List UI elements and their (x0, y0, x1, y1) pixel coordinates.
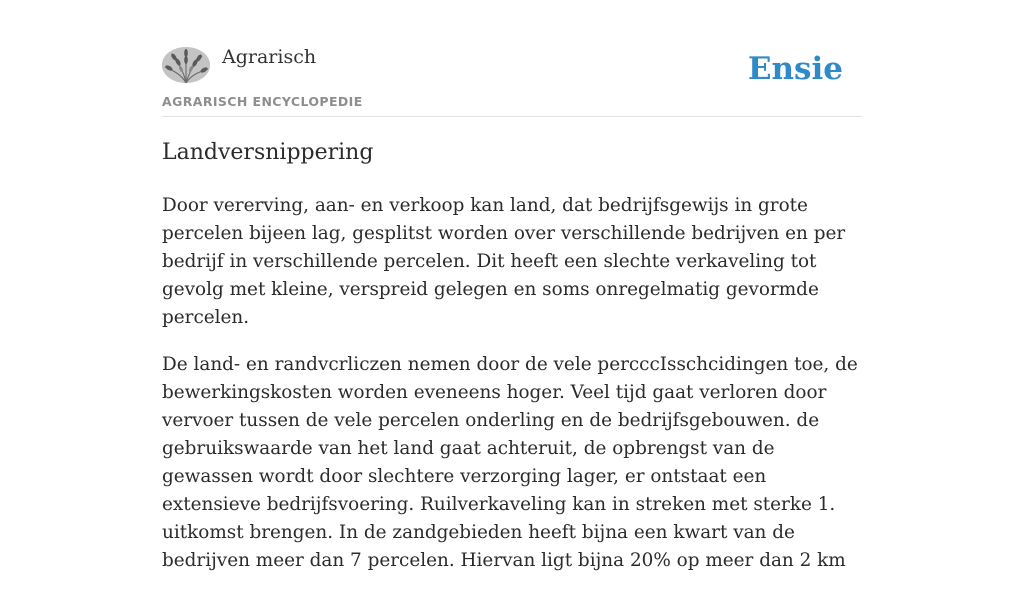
site-logo[interactable]: Ensie (747, 51, 843, 87)
page (162, 0, 862, 571)
category-title[interactable]: Agrarisch (222, 46, 317, 68)
paragraph: Door vererving, aan- en verkoop kan land, dat bedrijfsgewijs in grote percelen bijeen lag, gesplitst worden over verschillende bedrijven en per bedrijf in verschillende percelen. Dit heeft een slechte verkaveling tot gevolg met kleine, verspreid gelegen en soms onregelmatig gevormde percelen. (162, 195, 846, 328)
wheat-icon (162, 47, 210, 83)
category-subtitle[interactable]: AGRARISCH ENCYCLOPEDIE (162, 94, 363, 109)
category-avatar[interactable] (162, 47, 210, 83)
site-header (162, 44, 862, 117)
page-title: Landversnippering (162, 140, 374, 165)
paragraph: De land- en randvcrliczen nemen door de vele percccIsschcidingen toe, de bewerkingskosten worden eveneens hoger. Veel tijd gaat verloren door vervoer tussen de vele percelen onderling en de bedrijfsgebouwen. de gebruikswaarde van het land gaat achteruit, de opbrengst van de gewassen wordt door slechtere verzorging lager, er ontstaat een extensieve bedrijfsvoering. Ruilverkaveling kan in streken met sterke 1. uitkomst brengen. In de zandgebieden heeft bijna een kwart van de bedrijven meer dan 7 percelen. Hiervan ligt bijna 20% op meer dan 2 km (162, 354, 858, 571)
article-body (162, 192, 864, 594)
